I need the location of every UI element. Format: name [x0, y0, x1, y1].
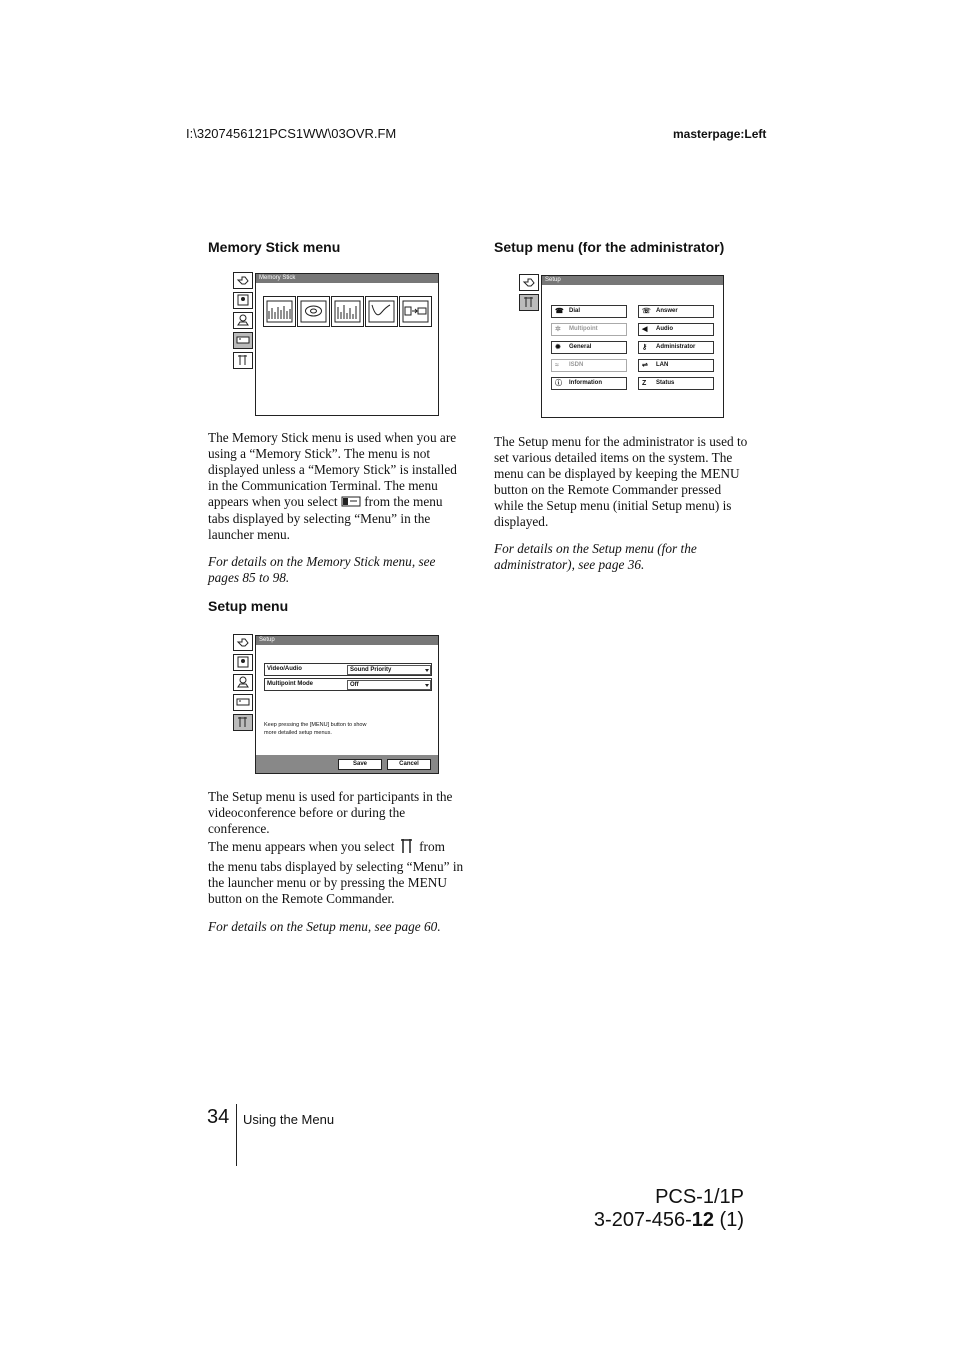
admin-button-label: General: [569, 344, 592, 350]
tab-camera[interactable]: [233, 312, 253, 329]
admin-details: For details on the Setup menu (for the administrator), see page 36.: [494, 541, 697, 572]
speaker-icon: ◀: [642, 326, 648, 333]
portrait-icon: [236, 294, 250, 306]
model-bold: 12: [691, 1209, 714, 1231]
hand-icon: [236, 636, 250, 648]
cancel-button[interactable]: Cancel: [387, 759, 431, 770]
admin-button-label: LAN: [656, 362, 669, 368]
screen-title: Memory Stick: [256, 274, 438, 283]
memory-stick-inline-icon: [341, 495, 361, 511]
admin-general-button[interactable]: [551, 341, 627, 354]
memory-stick-icon: [236, 696, 250, 708]
setup-menu-tabs: [233, 634, 255, 734]
video-audio-select[interactable]: [347, 665, 431, 675]
video-audio-row: [264, 663, 432, 676]
tab-screen[interactable]: [233, 292, 253, 309]
memory-stick-copy-icon[interactable]: [399, 296, 432, 327]
memory-stick-description: [208, 430, 464, 586]
tab-screen[interactable]: [233, 654, 253, 671]
admin-screen-title: Setup: [542, 276, 723, 285]
tab-launcher[interactable]: [519, 274, 539, 291]
admin-button-label: Status: [656, 380, 675, 386]
video-audio-value: Sound Priority: [350, 667, 392, 673]
setup-heading: Setup menu: [208, 598, 289, 614]
tab-launcher[interactable]: [233, 634, 253, 651]
tab-memory-stick[interactable]: [233, 694, 253, 711]
setup-para2-a: The menu appears when you select: [208, 839, 395, 855]
admin-administrator-button[interactable]: [638, 341, 714, 354]
model-info: [594, 1186, 744, 1232]
setup-note: [264, 721, 366, 737]
gear-icon: ✹: [555, 344, 561, 351]
menu-tabs: [233, 272, 255, 372]
isdn-icon: ≈: [555, 362, 559, 369]
multipoint-mode-row: [264, 678, 432, 691]
setup-screen-title: Setup: [256, 636, 438, 645]
capture-icon[interactable]: [331, 296, 364, 327]
tab-setup[interactable]: [519, 294, 539, 311]
admin-dial-button[interactable]: [551, 305, 627, 318]
admin-button-label: Dial: [569, 308, 581, 314]
admin-audio-button[interactable]: [638, 323, 714, 336]
admin-button-label: Answer: [656, 308, 678, 314]
memory-stick-heading: Memory Stick menu: [208, 239, 341, 255]
status-icon: Ζ: [642, 380, 647, 387]
section-name: Using the Menu: [243, 1112, 335, 1127]
info-icon: ⓘ: [555, 380, 562, 387]
admin-button-label: Audio: [656, 326, 673, 332]
setup-details: For details on the Setup menu, see page 60.: [208, 919, 441, 934]
tab-setup[interactable]: [233, 714, 253, 731]
admin-status-button[interactable]: [638, 377, 714, 390]
memory-stick-screen: [255, 273, 439, 416]
multipoint-mode-value: Off: [350, 682, 359, 688]
tools-icon: [236, 716, 250, 728]
setup-para1: The Setup menu is used for participants in the videoconference before or during the conference.: [208, 789, 453, 836]
admin-lan-button[interactable]: [638, 359, 714, 372]
chevron-down-icon: [425, 684, 429, 687]
admin-para1: The Setup menu for the administrator is used to set various detailed items on the system. The menu can be displayed by keeping the MENU button on the Remote Commander pressed while the Setup menu (initial Setup menu) is displayed.: [494, 434, 748, 529]
chevron-down-icon: [425, 669, 429, 672]
admin-button-label: ISDN: [569, 362, 584, 368]
tab-launcher[interactable]: [233, 272, 253, 289]
setup-description: [208, 789, 464, 935]
page-number: 34: [207, 1106, 230, 1128]
setup-note-line1: Keep pressing the [MENU] button to show: [264, 722, 367, 728]
admin-button-label: Multipoint: [569, 326, 598, 332]
model-line2: [594, 1209, 744, 1232]
multipoint-icon: ✲: [555, 326, 561, 333]
tools-icon: [236, 354, 250, 366]
setup-button-bar: [256, 755, 438, 773]
file-view-icon[interactable]: [297, 296, 330, 327]
masterpage-label: masterpage:Left: [673, 127, 767, 141]
model-suffix: (1): [714, 1209, 744, 1231]
admin-description: [494, 434, 750, 573]
admin-setup-heading: Setup menu (for the administrator): [494, 239, 725, 255]
admin-menu-tabs: [519, 274, 541, 314]
model-prefix: 3-207-456-: [593, 1209, 692, 1231]
lan-icon: ⇌: [642, 362, 648, 369]
file-path: I:\3207456121PCS1WW\03OVR.FM: [186, 126, 397, 141]
admin-setup-screen: [541, 275, 724, 418]
tab-setup[interactable]: [233, 352, 253, 369]
memory-stick-para-b: from the menu tabs displayed by selecting “Menu” in the launcher menu.: [208, 494, 443, 542]
setup-screen: [255, 635, 439, 774]
memory-stick-icon: [236, 334, 250, 346]
model-line1: PCS-1/1P: [655, 1186, 744, 1208]
key-icon: ⚷: [642, 344, 648, 351]
admin-answer-button[interactable]: [638, 305, 714, 318]
person-icon: [236, 314, 250, 326]
hand-icon: [522, 276, 536, 288]
slide-show-icon[interactable]: [263, 296, 296, 327]
admin-button-label: Information: [569, 380, 602, 386]
tools-inline-icon: [398, 837, 416, 859]
admin-button-label: Administrator: [656, 344, 696, 350]
setup-note-line2: more detailed setup menus.: [264, 730, 332, 736]
memory-stick-para-a: The Memory Stick menu is used when you are using a “Memory Stick”. The menu is not displayed unless a “Memory Stick” is installed in the Communication Terminal. The menu appears when you select: [208, 430, 457, 509]
tab-camera[interactable]: [233, 674, 253, 691]
setup-para2-b: from the menu tabs displayed by selecting “Menu” in the launcher menu or by pressing the MENU button on the Remote Commander.: [208, 839, 464, 906]
memory-stick-details: For details on the Memory Stick menu, see pages 85 to 98.: [208, 553, 436, 585]
admin-isdn-button[interactable]: [551, 359, 627, 372]
admin-multipoint-button[interactable]: [551, 323, 627, 336]
answer-icon: ☏: [642, 308, 651, 315]
portrait-icon: [236, 656, 250, 668]
multipoint-mode-select[interactable]: [347, 680, 431, 690]
multipoint-mode-label: Multipoint Mode: [267, 681, 313, 687]
video-audio-label: Video/Audio: [267, 666, 302, 672]
person-icon: [236, 676, 250, 688]
tools-icon: [522, 296, 536, 308]
footer-divider: [236, 1104, 237, 1166]
admin-information-button[interactable]: [551, 377, 627, 390]
wave-icon[interactable]: [365, 296, 398, 327]
hand-icon: [236, 274, 250, 286]
save-button[interactable]: Save: [338, 759, 382, 770]
phone-icon: ☎: [555, 308, 564, 315]
tab-memory-stick[interactable]: [233, 332, 253, 349]
